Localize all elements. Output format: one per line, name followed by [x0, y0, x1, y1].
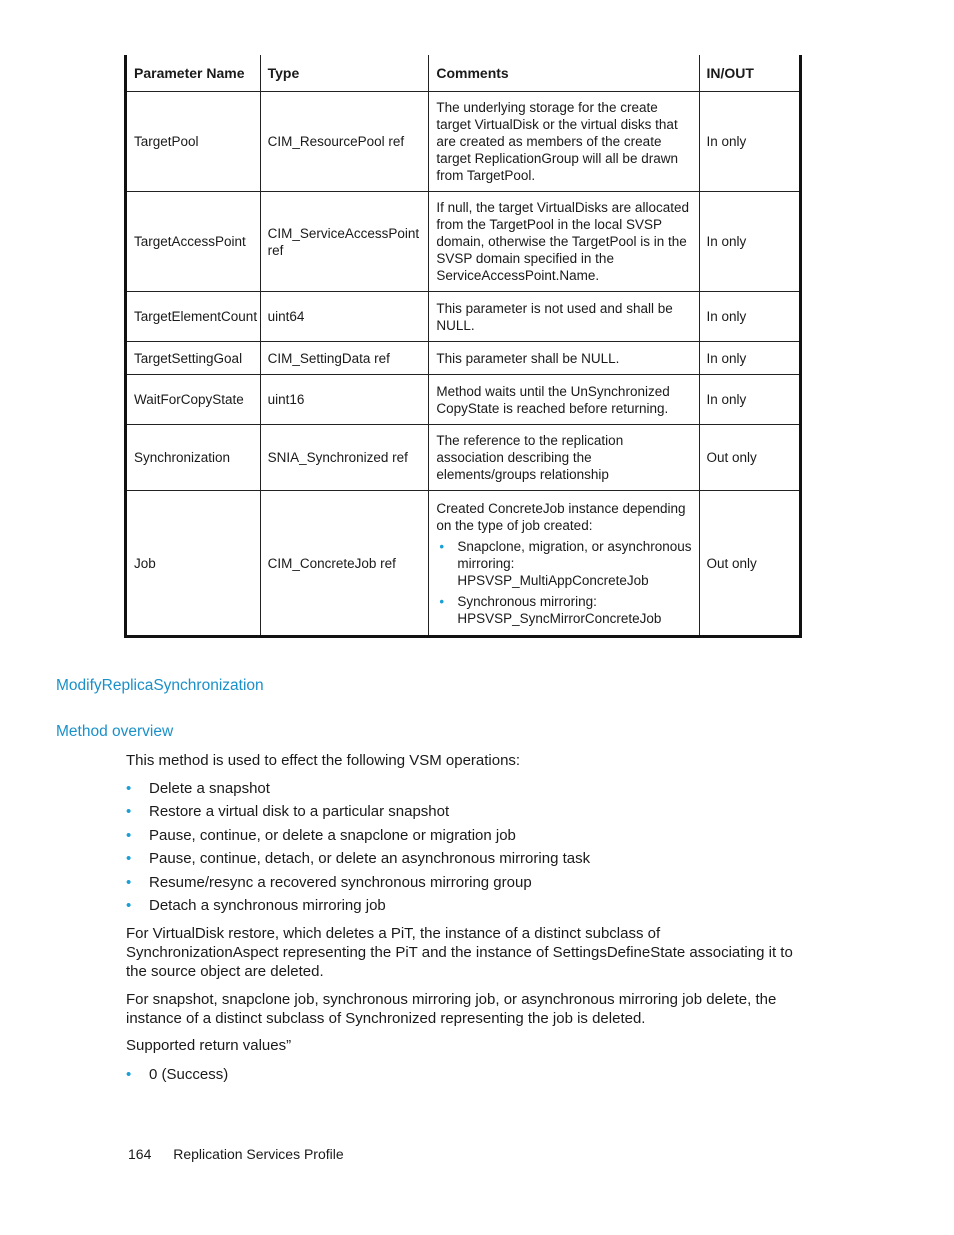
restore-paragraph: For VirtualDisk restore, which deletes a PiT, the instance of a distinct subclass of SynchronizationAspect representing the PiT and the instance of SettingsDefineState associating it to the source object are deleted. [126, 925, 793, 980]
cell-comment: Method waits until the UnSynchronized CopyState is reached before returning. [429, 375, 699, 425]
cell-name: TargetPool [126, 92, 261, 192]
list-item: • Restore a virtual disk to a particular snapshot [126, 803, 450, 821]
page-number: 164 [128, 1146, 152, 1162]
cell-comment: The reference to the replication association describing the elements/groups relationship [429, 425, 699, 491]
list-item: • Resume/resync a recovered synchronous mirroring group [126, 873, 532, 891]
table-row [126, 425, 801, 491]
cell-inout: In only [699, 92, 800, 192]
page-footer [128, 1145, 344, 1163]
cell-comment: The underlying storage for the create target VirtualDisk or the virtual disks that are created as members of the create target ReplicationGroup will all be drawn from TargetPool. [429, 92, 699, 192]
table-row [126, 375, 801, 425]
delete-paragraph: For snapshot, snapclone job, synchronous mirroring job, or asynchronous mirroring job delete, the instance of a distinct subclass of Synchronized representing the job is deleted. [126, 991, 777, 1027]
cell-comment: This parameter is not used and shall be NULL. [429, 292, 699, 342]
list-item: • Synchronous mirroring: HPSVSP_SyncMirrorConcreteJob [439, 593, 662, 626]
return-values-label: Supported return values” [126, 1037, 292, 1054]
header-comments: Comments [429, 55, 699, 92]
bullet-icon: • [126, 873, 132, 891]
cell-name: TargetAccessPoint [126, 192, 261, 292]
cell-comment [429, 491, 699, 637]
header-parameter-name: Parameter Name [126, 55, 261, 92]
subsection-title: Method overview [56, 723, 174, 740]
cell-name: Synchronization [126, 425, 261, 491]
cell-inout: In only [699, 342, 800, 375]
cell-inout: Out only [699, 425, 800, 491]
bullet-icon: • [439, 538, 445, 554]
cell-type: uint64 [260, 292, 429, 342]
section-title: ModifyReplicaSynchronization [56, 677, 264, 694]
cell-inout: In only [699, 375, 800, 425]
operations-list [126, 779, 590, 919]
cell-inout: In only [699, 192, 800, 292]
list-item: • Detach a synchronous mirroring job [126, 896, 386, 914]
cell-inout: In only [699, 292, 800, 342]
cell-type: uint16 [260, 375, 429, 425]
list-item: • Pause, continue, or delete a snapclone or migration job [126, 826, 516, 844]
cell-comment-text: Created ConcreteJob instance depending on the type of job created: [436, 500, 686, 533]
table-row [126, 342, 801, 375]
bullet-icon: • [126, 896, 132, 914]
bullet-icon: • [126, 780, 132, 797]
cell-name: TargetSettingGoal [126, 342, 261, 375]
intro-paragraph: This method is used to effect the following VSM operations: [126, 752, 521, 769]
list-item: • Delete a snapshot [126, 780, 270, 797]
cell-name: TargetElementCount [126, 292, 261, 342]
bullet-icon: • [126, 826, 132, 844]
bullet-icon: • [439, 593, 445, 609]
table-row [126, 192, 801, 292]
table-row [126, 292, 801, 342]
header-type: Type [260, 55, 429, 92]
table-row [126, 491, 801, 637]
cell-type: CIM_ResourcePool ref [260, 92, 429, 192]
table-header-row [126, 55, 801, 92]
parameter-table [124, 55, 802, 638]
cell-name: WaitForCopyState [126, 375, 261, 425]
return-values-list [126, 1065, 228, 1088]
cell-inout: Out only [699, 491, 800, 637]
cell-type: CIM_SettingData ref [260, 342, 429, 375]
bullet-icon: • [126, 1066, 132, 1083]
list-item: • Pause, continue, detach, or delete an asynchronous mirroring task [126, 850, 591, 868]
list-item: • 0 (Success) [126, 1066, 229, 1083]
comment-bullet-list [436, 538, 691, 627]
list-item: • Snapclone, migration, or asynchronous mirroring: HPSVSP_MultiAppConcreteJob [439, 538, 692, 588]
footer-title: Replication Services Profile [173, 1146, 344, 1162]
cell-type: CIM_ConcreteJob ref [260, 491, 429, 637]
cell-comment: If null, the target VirtualDisks are allocated from the TargetPool in the local SVSP domain, otherwise the TargetPool is in the SVSP domain specified in the ServiceAccessPoint.Name. [429, 192, 699, 292]
cell-type: SNIA_Synchronized ref [260, 425, 429, 491]
table-row [126, 92, 801, 192]
bullet-icon: • [126, 803, 132, 821]
cell-name: Job [126, 491, 261, 637]
cell-type: CIM_ServiceAccessPoint ref [260, 192, 429, 292]
cell-comment: This parameter shall be NULL. [429, 342, 699, 375]
header-in-out: IN/OUT [699, 55, 800, 92]
bullet-icon: • [126, 850, 132, 868]
